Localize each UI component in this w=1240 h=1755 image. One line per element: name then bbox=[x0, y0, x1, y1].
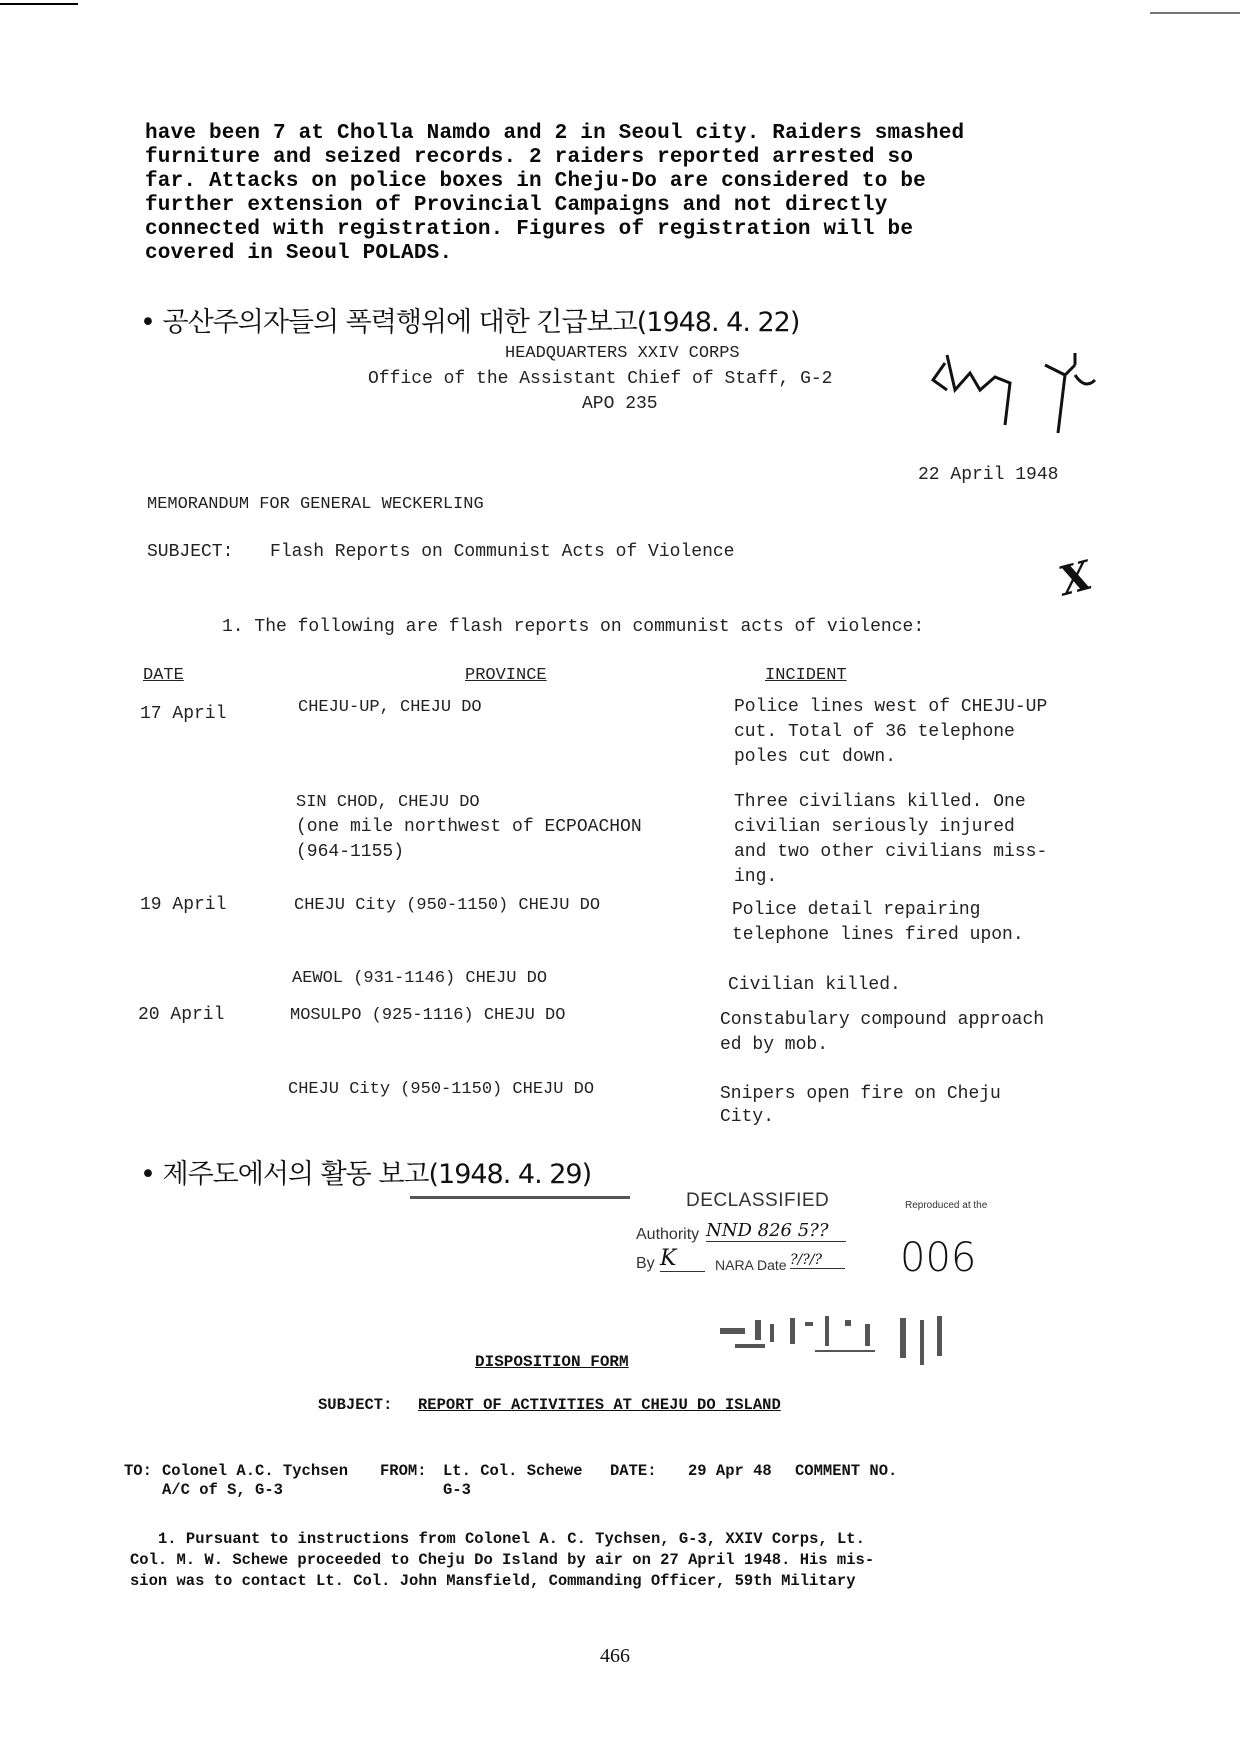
stamp-nara-date-label: NARA Date bbox=[715, 1257, 787, 1273]
paragraph-line: sion was to contact Lt. Col. John Mansfield, Commanding Officer, 59th Military bbox=[130, 1572, 856, 1590]
to-value: A/C of S, G-3 bbox=[162, 1481, 283, 1499]
row-incident: Three civilians killed. One bbox=[734, 792, 1026, 812]
paragraph-line: connected with registration. Figures of registration will be bbox=[145, 218, 914, 241]
paragraph-line: furniture and seized records. 2 raiders reported arrested so bbox=[145, 146, 914, 169]
row-incident: Civilian killed. bbox=[728, 975, 901, 995]
row-incident: Police detail repairing bbox=[732, 900, 981, 920]
memo-subject-label: SUBJECT: bbox=[147, 542, 234, 562]
stamp-by-value: K bbox=[660, 1246, 705, 1272]
row-province: (one mile northwest of ECPOACHON bbox=[296, 817, 642, 837]
section-heading-korean: • 제주도에서의 활동 보고(1948. 4. 29) bbox=[140, 1159, 592, 1190]
row-province: CHEJU City (950-1150) CHEJU DO bbox=[288, 1080, 595, 1099]
stamp-title: DECLASSIFIED bbox=[686, 1190, 830, 1211]
letterhead-office: Office of the Assistant Chief of Staff, G-2 bbox=[368, 369, 833, 389]
row-incident: cut. Total of 36 telephone bbox=[734, 722, 1015, 742]
row-province: SIN CHOD, CHEJU DO bbox=[296, 793, 480, 812]
page-number: 466 bbox=[600, 1645, 630, 1667]
handwritten-check-mark: X bbox=[1054, 551, 1097, 606]
paragraph-line: further extension of Provincial Campaigns and not directly bbox=[145, 194, 888, 217]
section-heading-korean: • 공산주의자들의 폭력행위에 대한 긴급보고(1948. 4. 22) bbox=[140, 307, 800, 338]
row-incident: Snipers open fire on Cheju bbox=[720, 1084, 1001, 1104]
memo-date: 22 April 1948 bbox=[918, 465, 1059, 485]
memo-intro: 1. The following are flash reports on communist acts of violence: bbox=[222, 617, 925, 637]
row-date: 20 April bbox=[138, 1005, 225, 1025]
paragraph-line: have been 7 at Cholla Namdo and 2 in Seoul city. Raiders smashed bbox=[145, 122, 965, 145]
to-label: TO: bbox=[124, 1462, 152, 1480]
handwritten-document-number: 006 bbox=[900, 1235, 977, 1281]
paragraph-line: far. Attacks on police boxes in Cheju-Do are considered to be bbox=[145, 170, 926, 193]
stamp-nara-date-value: ?/?/? bbox=[790, 1252, 845, 1269]
row-incident: City. bbox=[720, 1107, 775, 1127]
from-value: G-3 bbox=[443, 1481, 471, 1499]
paragraph-line: covered in Seoul POLADS. bbox=[145, 242, 453, 265]
row-incident: and two other civilians miss- bbox=[734, 842, 1048, 862]
column-header-incident: INCIDENT bbox=[765, 666, 847, 685]
smudge-icon bbox=[715, 1310, 970, 1370]
comment-number-label: COMMENT NO. bbox=[795, 1462, 898, 1480]
column-header-date: DATE bbox=[143, 666, 184, 685]
row-incident: Constabulary compound approach bbox=[720, 1010, 1045, 1030]
row-province: (964-1155) bbox=[296, 842, 405, 862]
stamp-by-label: By bbox=[636, 1255, 655, 1272]
form-subject: REPORT OF ACTIVITIES AT CHEJU DO ISLAND bbox=[418, 1396, 781, 1414]
signature-icon bbox=[925, 345, 1105, 435]
paragraph-line: Col. M. W. Schewe proceeded to Cheju Do Island by air on 27 April 1948. His mis- bbox=[130, 1551, 875, 1569]
row-province: CHEJU-UP, CHEJU DO bbox=[298, 698, 482, 717]
illegible-stamp-smudge bbox=[715, 1310, 970, 1370]
form-subject-label: SUBJECT: bbox=[318, 1396, 393, 1414]
memo-subject: Flash Reports on Communist Acts of Violence bbox=[270, 542, 735, 562]
stamp-reproduced-text: Reproduced at the bbox=[905, 1200, 988, 1211]
scan-artifact-line bbox=[1150, 12, 1240, 14]
scan-artifact-line bbox=[410, 1196, 630, 1199]
letterhead-apo: APO 235 bbox=[582, 394, 658, 414]
stamp-authority-value: NND 826 5?? bbox=[706, 1220, 846, 1242]
handwritten-signature bbox=[925, 345, 1105, 435]
row-incident: telephone lines fired upon. bbox=[732, 925, 1024, 945]
scan-artifact-line bbox=[0, 3, 78, 5]
stamp-authority-label: Authority bbox=[636, 1226, 700, 1243]
to-value: Colonel A.C. Tychsen bbox=[162, 1462, 349, 1480]
paragraph-line: 1. Pursuant to instructions from Colonel A. C. Tychsen, G-3, XXIV Corps, Lt. bbox=[158, 1530, 865, 1548]
row-incident: ed by mob. bbox=[720, 1035, 829, 1055]
from-value: Lt. Col. Schewe bbox=[443, 1462, 583, 1480]
from-label: FROM: bbox=[380, 1462, 427, 1480]
row-province: AEWOL (931-1146) CHEJU DO bbox=[292, 969, 548, 988]
row-date: 17 April bbox=[140, 704, 227, 724]
column-header-province: PROVINCE bbox=[465, 666, 547, 685]
memo-recipient: MEMORANDUM FOR GENERAL WECKERLING bbox=[147, 495, 484, 514]
row-incident: ing. bbox=[734, 867, 778, 887]
form-title: DISPOSITION FORM bbox=[475, 1353, 629, 1371]
date-value: 29 Apr 48 bbox=[688, 1462, 772, 1480]
letterhead-hq: HEADQUARTERS XXIV CORPS bbox=[505, 344, 740, 363]
row-incident: civilian seriously injured bbox=[734, 817, 1015, 837]
row-incident: poles cut down. bbox=[734, 747, 897, 767]
row-province: MOSULPO (925-1116) CHEJU DO bbox=[290, 1006, 566, 1025]
row-incident: Police lines west of CHEJU-UP bbox=[734, 697, 1048, 717]
row-date: 19 April bbox=[140, 895, 227, 915]
row-province: CHEJU City (950-1150) CHEJU DO bbox=[294, 896, 601, 915]
date-label: DATE: bbox=[610, 1462, 657, 1480]
